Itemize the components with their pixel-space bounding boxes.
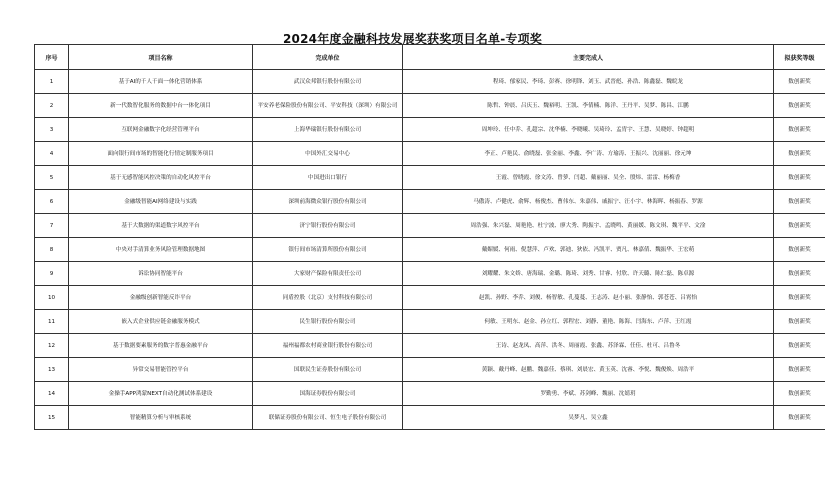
cell-seq: 11 bbox=[35, 310, 69, 334]
cell-grade: 数创新奖 bbox=[774, 334, 825, 358]
cell-project: 中央对手清算业务风险管理数据地图 bbox=[69, 238, 253, 262]
cell-project: 金融级创新智能反诈平台 bbox=[69, 286, 253, 310]
page-title: 2024年度金融科技发展奖获奖项目名单-专项奖 bbox=[283, 32, 542, 46]
cell-unit: 同盾控股（北京）支付科技有限公司 bbox=[253, 286, 403, 310]
cell-seq: 8 bbox=[35, 238, 69, 262]
cell-unit: 福州福都农村商业银行股份有限公司 bbox=[253, 334, 403, 358]
table-row bbox=[35, 166, 825, 190]
cell-people: 王霞、曾晓霞、徐文涛、曾萝、闫超、戴丽丽、吴全、殷炜、雷雷、杨梅香 bbox=[403, 166, 774, 190]
cell-grade: 数创新奖 bbox=[774, 262, 825, 286]
cell-project: 基于AI的千人千面一体化营销体系 bbox=[69, 70, 253, 94]
cell-grade: 数创新奖 bbox=[774, 190, 825, 214]
cell-unit: 中国外汇交易中心 bbox=[253, 142, 403, 166]
cell-project: 互联网金融数字化经营管理平台 bbox=[69, 118, 253, 142]
cell-people: 刘耀耀、朱文娇、唐海瑞、金璐、陈琦、刘秀、甘睿、付欣、许天璐、陈仁磊、陈卓源 bbox=[403, 262, 774, 286]
award-table bbox=[34, 44, 825, 430]
cell-people: 陈哲、钟晨、吕庆玉、魏裕明、王凯、李倩楠、陈洋、王丹平、吴梦、陈昌、江鹏 bbox=[403, 94, 774, 118]
table-row bbox=[35, 334, 825, 358]
table-row bbox=[35, 190, 825, 214]
cell-seq: 15 bbox=[35, 406, 69, 430]
cell-people: 戴媚媛、何雨、倪慧萍、卢欢、郭迪、狄依、冯凯平、贾凡、林嘉倩、魏振华、王宏萌 bbox=[403, 238, 774, 262]
table-row bbox=[35, 406, 825, 430]
column-header-people: 主要完成人 bbox=[403, 45, 774, 70]
cell-project: 金操手APP鸿蒙NEXT自动化测试体系建设 bbox=[69, 382, 253, 406]
cell-project: 基于数据要素服务的数字普惠金融平台 bbox=[69, 334, 253, 358]
cell-project: 异常交易智能管控平台 bbox=[69, 358, 253, 382]
cell-project: 诉讼协同智能平台 bbox=[69, 262, 253, 286]
table-row bbox=[35, 358, 825, 382]
cell-grade: 数创新奖 bbox=[774, 70, 825, 94]
cell-project: 嵌入式企业供应链金融服务模式 bbox=[69, 310, 253, 334]
cell-people: 赵凯、孙野、李乔、刘俊、杨智敏、孔蔓蔓、王志涛、赵小丽、张静怡、郭苍苍、吕霄怡 bbox=[403, 286, 774, 310]
cell-people: 罗勤勇、李斌、苏剑峰、魏丽、沈婧玥 bbox=[403, 382, 774, 406]
table-header-row bbox=[35, 45, 825, 70]
cell-seq: 10 bbox=[35, 286, 69, 310]
cell-project: 金融级智能AI网络建设与实践 bbox=[69, 190, 253, 214]
table-row bbox=[35, 286, 825, 310]
cell-grade: 数创新奖 bbox=[774, 286, 825, 310]
column-header-seq: 序号 bbox=[35, 45, 69, 70]
cell-people: 马傲涛、卢健虎、俞辉、杨俊杰、曹伟东、朱嘉伟、戚振宁、汪小宇、林海晖、杨振春、罗源 bbox=[403, 190, 774, 214]
cell-grade: 数创新奖 bbox=[774, 118, 825, 142]
table-row bbox=[35, 118, 825, 142]
cell-grade: 数创新奖 bbox=[774, 166, 825, 190]
table-row bbox=[35, 94, 825, 118]
cell-unit: 平安养老保险股份有限公司、平安科技（深圳）有限公司 bbox=[253, 94, 403, 118]
cell-grade: 数创新奖 bbox=[774, 382, 825, 406]
cell-unit: 国海证券股份有限公司 bbox=[253, 382, 403, 406]
cell-seq: 2 bbox=[35, 94, 69, 118]
cell-seq: 3 bbox=[35, 118, 69, 142]
cell-people: 王诗、赵龙凤、高萍、洪冬、周丽霞、张鑫、苏泽霖、任佳、杜可、吕鲁冬 bbox=[403, 334, 774, 358]
cell-project: 面向银行间市场的智能化行情定制服务项目 bbox=[69, 142, 253, 166]
table-row bbox=[35, 238, 825, 262]
column-header-grade: 拟获奖等级 bbox=[774, 45, 825, 70]
cell-seq: 6 bbox=[35, 190, 69, 214]
cell-seq: 4 bbox=[35, 142, 69, 166]
cell-unit: 银行间市场清算所股份有限公司 bbox=[253, 238, 403, 262]
cell-people: 程琦、郁家民、李琦、彭赛、徐明锋、刘玉、武晋彪、孙浩、陈鑫磊、魏皖龙 bbox=[403, 70, 774, 94]
cell-people: 李正、卢艳民、俞晓磊、张金丽、李鑫、李广涛、方瑜涛、王振兴、沈丽丽、徐元坤 bbox=[403, 142, 774, 166]
cell-unit: 民生银行股份有限公司 bbox=[253, 310, 403, 334]
cell-people: 何敏、王明东、赵金、孙立红、郭程宏、刘静、董艳、陈海、闫海东、卢萍、王红霞 bbox=[403, 310, 774, 334]
cell-seq: 14 bbox=[35, 382, 69, 406]
cell-people: 周浩强、朱兴磊、周艳艳、杜宁波、廖大秀、陶振宇、孟晓鸣、黄丽媛、陈文琪、魏平平、文淦 bbox=[403, 214, 774, 238]
cell-unit: 国联民生证券股份有限公司 bbox=[253, 358, 403, 382]
cell-project: 新一代数智化服务的数据中台一体化项目 bbox=[69, 94, 253, 118]
cell-grade: 数创新奖 bbox=[774, 358, 825, 382]
cell-seq: 13 bbox=[35, 358, 69, 382]
cell-seq: 9 bbox=[35, 262, 69, 286]
cell-people: 黄颖、戴丹峰、赵鹏、魏嘉佳、蔡琪、刘晨宏、黄玉英、沈睿、李悦、魏俊焕、周浩平 bbox=[403, 358, 774, 382]
table-row bbox=[35, 142, 825, 166]
cell-grade: 数创新奖 bbox=[774, 142, 825, 166]
cell-project: 智能精算分析与审核系统 bbox=[69, 406, 253, 430]
column-header-unit: 完成单位 bbox=[253, 45, 403, 70]
cell-unit: 中国进出口银行 bbox=[253, 166, 403, 190]
table-row bbox=[35, 214, 825, 238]
table-body bbox=[35, 70, 825, 430]
table-row bbox=[35, 382, 825, 406]
cell-unit: 深圳前海微众银行股份有限公司 bbox=[253, 190, 403, 214]
column-header-project: 项目名称 bbox=[69, 45, 253, 70]
cell-project: 基于无感智能风控决策的自动化风控平台 bbox=[69, 166, 253, 190]
cell-grade: 数创新奖 bbox=[774, 238, 825, 262]
cell-seq: 7 bbox=[35, 214, 69, 238]
table-row bbox=[35, 70, 825, 94]
cell-people: 吴梦凡、吴立鑫 bbox=[403, 406, 774, 430]
cell-project: 基于大数据的渠道数字风控平台 bbox=[69, 214, 253, 238]
table-row bbox=[35, 310, 825, 334]
cell-unit: 联储证券股份有限公司、恒生电子股份有限公司 bbox=[253, 406, 403, 430]
cell-unit: 武汉众邦银行股份有限公司 bbox=[253, 70, 403, 94]
cell-grade: 数创新奖 bbox=[774, 214, 825, 238]
cell-unit: 大家财产保险有限责任公司 bbox=[253, 262, 403, 286]
cell-unit: 济宁银行股份有限公司 bbox=[253, 214, 403, 238]
cell-seq: 12 bbox=[35, 334, 69, 358]
cell-seq: 5 bbox=[35, 166, 69, 190]
cell-seq: 1 bbox=[35, 70, 69, 94]
cell-grade: 数创新奖 bbox=[774, 406, 825, 430]
table-row bbox=[35, 262, 825, 286]
cell-grade: 数创新奖 bbox=[774, 310, 825, 334]
cell-unit: 上海华瑞银行股份有限公司 bbox=[253, 118, 403, 142]
cell-grade: 数创新奖 bbox=[774, 94, 825, 118]
cell-people: 周坤玲、任中乔、孔超宗、沈华楠、李晓曦、吴琦玲、孟胄宇、王慧、吴晓婷、钟超明 bbox=[403, 118, 774, 142]
